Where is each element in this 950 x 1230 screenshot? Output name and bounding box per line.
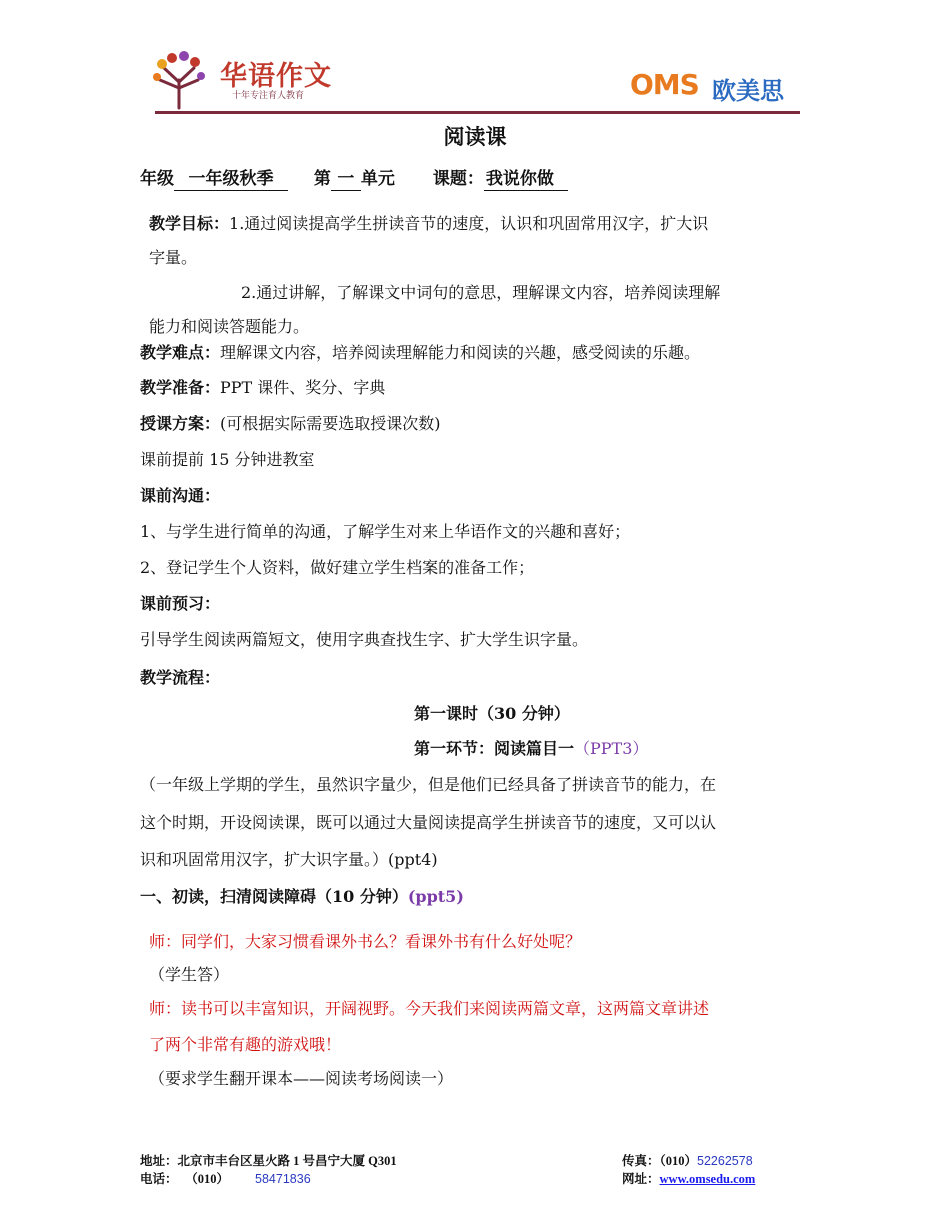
web-label: 网址：	[622, 1172, 660, 1186]
preview-text: 引导学生阅读两篇短文，使用字典查找生字、扩大学生识字量。	[140, 630, 589, 649]
grade-label: 年级	[140, 169, 174, 189]
topic-label: 课题：	[432, 169, 484, 189]
fax-number: 52262578	[697, 1154, 753, 1168]
address-text: 北京市丰台区星火路 1 号昌宁大厦 Q301	[177, 1154, 397, 1168]
comm-item-1: 1、与学生进行简单的沟通，了解学生对来上华语作文的兴趣和喜好；	[140, 522, 631, 541]
preview-label: 课前预习：	[140, 594, 221, 613]
grade-value: 一年级秋季	[174, 168, 288, 191]
page-title: 阅读课	[443, 124, 507, 149]
goals-label: 教学目标：	[149, 214, 230, 233]
difficulty-text: 理解课文内容，培养阅读理解能力和阅读的兴趣，感受阅读的乐趣。	[220, 343, 701, 362]
step-1-ppt: (ppt5)	[407, 887, 464, 906]
note-line: （要求学生翻开课本——阅读考场阅读一）	[149, 1069, 454, 1088]
step-1-title: 一、初读，扫清阅读障碍（10 分钟）	[140, 887, 408, 906]
teacher-line-2-cont: 了两个非常有趣的游戏哦！	[149, 1035, 342, 1054]
goal-2-cont: 能力和阅读答题能力。	[149, 317, 310, 336]
logo-slogan: 十年专注育人教育	[232, 91, 305, 101]
footer-address	[140, 1152, 397, 1170]
teacher-line-1: 师：同学们，大家习惯看课外书么？看课外书有什么好处呢？	[149, 932, 582, 951]
topic-value: 我说你做	[484, 168, 568, 191]
student-line-1: （学生答）	[149, 965, 230, 984]
unit-value: 一	[331, 168, 361, 191]
section-heading	[414, 738, 648, 760]
lesson-meta	[140, 168, 568, 191]
unit-prefix: 第	[313, 169, 331, 189]
flow-para-1: （一年级上学期的学生，虽然识字量少，但是他们已经具备了拼读音节的能力，在	[140, 775, 717, 794]
step-1-heading	[140, 886, 464, 908]
flow-para-3: 识和巩固常用汉字，扩大识字量。）(ppt4)	[140, 850, 438, 869]
comm-item-2: 2、登记学生个人资料，做好建立学生档案的准备工作；	[140, 558, 535, 577]
comm-label: 课前沟通：	[140, 486, 221, 505]
header-divider	[155, 111, 800, 114]
unit-suffix: 单元	[360, 169, 395, 189]
oms-mark: OMS	[630, 68, 699, 101]
website-link[interactable]: www.omsedu.com	[659, 1172, 756, 1186]
phone-number: 58471836	[255, 1172, 311, 1186]
phone-area: （010）	[191, 1172, 230, 1186]
flow-label: 教学流程：	[140, 668, 221, 687]
logo-name: 华语作文	[220, 61, 332, 92]
fax-label: 传真：	[622, 1154, 660, 1168]
plan-label: 授课方案：	[140, 414, 221, 433]
footer-fax	[622, 1152, 753, 1170]
oms-name: 欧美思	[712, 77, 784, 105]
address-label: 地址：	[140, 1154, 178, 1168]
prep-text: PPT 课件、奖分、字典	[220, 378, 386, 397]
goal-1-cont: 字量。	[149, 248, 198, 267]
footer-web	[622, 1170, 755, 1188]
teacher-line-2: 师：读书可以丰富知识，开阔视野。今天我们来阅读两篇文章，这两篇文章讲述	[149, 999, 710, 1018]
section-title: 第一环节：阅读篇目一	[414, 739, 575, 758]
section-ppt: （PPT3）	[574, 739, 649, 758]
phone-label: 电话：	[140, 1172, 178, 1186]
footer-phone	[140, 1170, 311, 1188]
period-heading: 第一课时（30 分钟）	[414, 704, 570, 723]
fax-area: （010）	[659, 1154, 698, 1168]
plan-text: (可根据实际需要选取授课次数)	[220, 414, 441, 433]
goal-2: 2.通过讲解，了解课文中词句的意思，理解课文内容，培养阅读理解	[241, 283, 721, 302]
prep-label: 教学准备：	[140, 378, 221, 397]
plan	[140, 413, 441, 435]
oms-logo	[630, 68, 800, 105]
difficulty-label: 教学难点：	[140, 343, 221, 362]
goal-1	[149, 213, 708, 235]
preparation	[140, 377, 385, 399]
difficulty	[140, 342, 700, 364]
huayu-logo	[152, 50, 352, 110]
arrive-note: 课前提前 15 分钟进教室	[140, 450, 315, 469]
goal-1-text: 1.通过阅读提高学生拼读音节的速度，认识和巩固常用汉字，扩大识	[229, 214, 709, 233]
flow-para-2: 这个时期，开设阅读课，既可以通过大量阅读提高学生拼读音节的速度，又可以认	[140, 813, 717, 832]
